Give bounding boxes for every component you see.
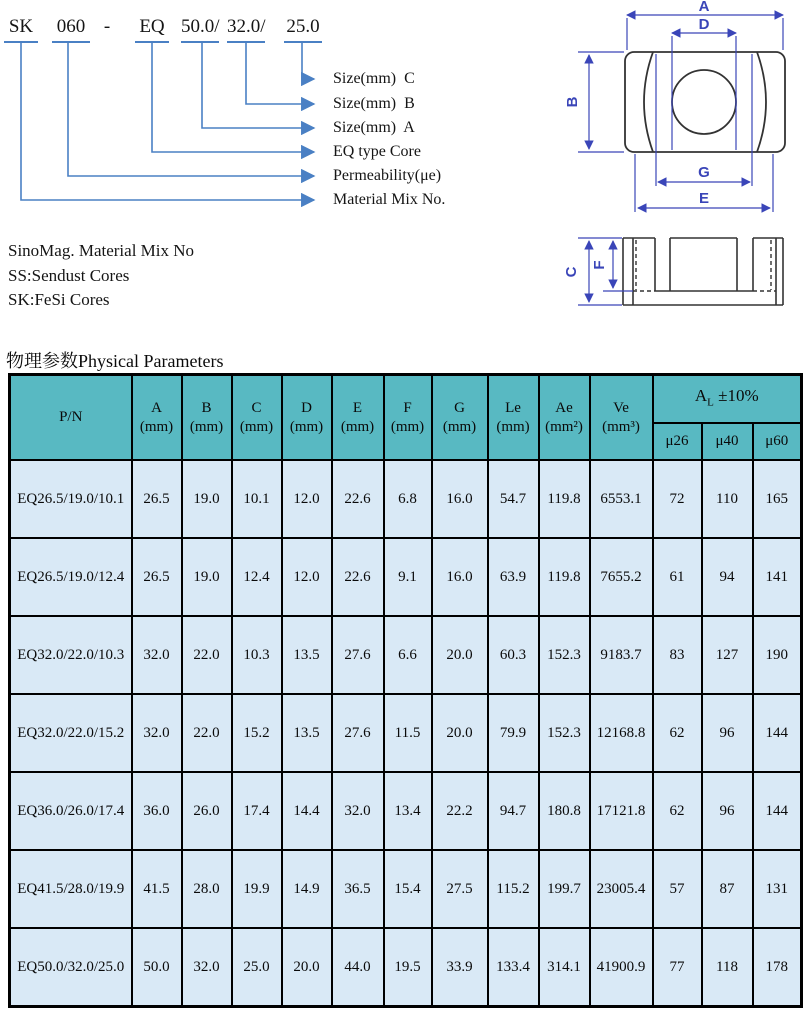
pn-label-size-b: Size(mm) B [333, 95, 415, 112]
cell: 27.5 [432, 850, 488, 928]
cell: 20.0 [432, 694, 488, 772]
cell: 178 [753, 928, 802, 1007]
cell: 22.6 [332, 460, 384, 538]
col-header-c: C (mm) [232, 375, 282, 461]
col-header-ve: Ve (mm³) [590, 375, 653, 461]
cell: 10.1 [232, 460, 282, 538]
table-row [10, 772, 802, 850]
cell: 72 [653, 460, 702, 538]
cell: 22.6 [332, 538, 384, 616]
core-side-view-drawing [563, 238, 783, 305]
cell: 94.7 [488, 772, 539, 850]
note-material-mix: SinoMag. Material Mix No [8, 241, 195, 260]
cell: 41900.9 [590, 928, 653, 1007]
cell: 14.9 [282, 850, 332, 928]
cell: 22.0 [182, 616, 232, 694]
table-row [10, 538, 802, 616]
cell: 26.5 [132, 538, 182, 616]
cell: 33.9 [432, 928, 488, 1007]
cell: 62 [653, 772, 702, 850]
col-header-e: E (mm) [332, 375, 384, 461]
pn-segment-dash: - [103, 16, 111, 37]
cell: 13.4 [384, 772, 432, 850]
dim-label-f: F [591, 260, 608, 270]
cell: 32.0 [132, 694, 182, 772]
cell: 20.0 [282, 928, 332, 1007]
cell: 199.7 [539, 850, 590, 928]
col-header-pn: P/N [10, 375, 132, 461]
cell-pn: EQ36.0/26.0/17.4 [10, 772, 132, 850]
diagram-overlay [0, 0, 810, 345]
cell: 19.5 [384, 928, 432, 1007]
cell: 79.9 [488, 694, 539, 772]
col-header-mu60: μ60 [753, 423, 802, 460]
cell: 144 [753, 694, 802, 772]
table-row [10, 928, 802, 1007]
col-header-al: $A_L \pm 10\%$ [653, 375, 802, 424]
cell: 141 [753, 538, 802, 616]
pn-segment-material: SK [4, 16, 38, 43]
col-header-d: D (mm) [282, 375, 332, 461]
cell: 61 [653, 538, 702, 616]
cell: 32.0 [332, 772, 384, 850]
cell: 22.2 [432, 772, 488, 850]
cell: 83 [653, 616, 702, 694]
cell: 32.0 [182, 928, 232, 1007]
cell: 87 [702, 850, 753, 928]
pn-segment-size-a: 50.0/ [181, 16, 219, 43]
cell: 96 [702, 772, 753, 850]
cell: 15.2 [232, 694, 282, 772]
cell: 12.0 [282, 538, 332, 616]
col-header-b: B (mm) [182, 375, 232, 461]
cell: 180.8 [539, 772, 590, 850]
cell: 165 [753, 460, 802, 538]
cell: 25.0 [232, 928, 282, 1007]
cell: 16.0 [432, 538, 488, 616]
cell: 32.0 [132, 616, 182, 694]
cell: 27.6 [332, 616, 384, 694]
cell: 13.5 [282, 616, 332, 694]
cell: 314.1 [539, 928, 590, 1007]
pn-connector-lines [21, 42, 314, 200]
cell: 9183.7 [590, 616, 653, 694]
cell: 12168.8 [590, 694, 653, 772]
cell: 36.5 [332, 850, 384, 928]
note-fesi: SK:FeSi Cores [8, 290, 110, 309]
cell: 16.0 [432, 460, 488, 538]
cell: 119.8 [539, 538, 590, 616]
cell: 17.4 [232, 772, 282, 850]
cell: 12.0 [282, 460, 332, 538]
pn-segment-permeability: 060 [52, 16, 90, 43]
cell: 190 [753, 616, 802, 694]
core-top-view-drawing [564, 0, 785, 212]
cell: 6553.1 [590, 460, 653, 538]
cell: 94 [702, 538, 753, 616]
table-row [10, 460, 802, 538]
cell: 41.5 [132, 850, 182, 928]
cell: 26.0 [182, 772, 232, 850]
cell: 6.6 [384, 616, 432, 694]
cell-pn: EQ32.0/22.0/15.2 [10, 694, 132, 772]
cell-pn: EQ41.5/28.0/19.9 [10, 850, 132, 928]
cell-pn: EQ26.5/19.0/12.4 [10, 538, 132, 616]
pn-segment-size-c: 25.0 [284, 16, 322, 43]
cell: 27.6 [332, 694, 384, 772]
cell: 36.0 [132, 772, 182, 850]
cell: 50.0 [132, 928, 182, 1007]
col-header-a: A (mm) [132, 375, 182, 461]
cell: 26.5 [132, 460, 182, 538]
pn-label-permeability: Permeability(μe) [333, 167, 442, 184]
dim-label-d: D [698, 16, 710, 33]
pn-segment-core-type: EQ [135, 16, 169, 43]
cell: 7655.2 [590, 538, 653, 616]
cell: 54.7 [488, 460, 539, 538]
cell: 144 [753, 772, 802, 850]
table-row [10, 694, 802, 772]
cell: 6.8 [384, 460, 432, 538]
cell: 60.3 [488, 616, 539, 694]
col-header-le: Le (mm) [488, 375, 539, 461]
cell: 44.0 [332, 928, 384, 1007]
col-header-ae: Ae (mm²) [539, 375, 590, 461]
physical-parameters-table [8, 373, 803, 1008]
note-sendust: SS:Sendust Cores [8, 266, 130, 285]
cell: 15.4 [384, 850, 432, 928]
cell: 28.0 [182, 850, 232, 928]
cell: 17121.8 [590, 772, 653, 850]
cell-pn: EQ26.5/19.0/10.1 [10, 460, 132, 538]
dim-label-e: E [698, 190, 710, 207]
pn-label-core-type: EQ type Core [333, 143, 421, 160]
section-title: 物理参数Physical Parameters [6, 351, 224, 371]
col-header-g: G (mm) [432, 375, 488, 461]
table-row [10, 850, 802, 928]
cell: 77 [653, 928, 702, 1007]
pn-label-size-a: Size(mm) A [333, 119, 415, 136]
cell: 19.9 [232, 850, 282, 928]
cell: 10.3 [232, 616, 282, 694]
cell: 133.4 [488, 928, 539, 1007]
pn-label-size-c: Size(mm) C [333, 70, 415, 87]
col-header-mu26: μ26 [653, 423, 702, 460]
dim-label-c: C [563, 266, 580, 278]
table-row [10, 616, 802, 694]
cell: 9.1 [384, 538, 432, 616]
cell-pn: EQ50.0/32.0/25.0 [10, 928, 132, 1007]
cell: 11.5 [384, 694, 432, 772]
col-header-f: F (mm) [384, 375, 432, 461]
dim-label-b: B [564, 96, 581, 108]
cell: 14.4 [282, 772, 332, 850]
cell: 119.8 [539, 460, 590, 538]
cell-pn: EQ32.0/22.0/10.3 [10, 616, 132, 694]
pn-label-material: Material Mix No. [333, 191, 446, 208]
cell: 19.0 [182, 460, 232, 538]
cell: 115.2 [488, 850, 539, 928]
cell: 57 [653, 850, 702, 928]
cell: 20.0 [432, 616, 488, 694]
cell: 13.5 [282, 694, 332, 772]
col-header-mu40: μ40 [702, 423, 753, 460]
pn-segment-size-b: 32.0/ [227, 16, 265, 43]
cell: 96 [702, 694, 753, 772]
cell: 12.4 [232, 538, 282, 616]
cell: 22.0 [182, 694, 232, 772]
cell: 127 [702, 616, 753, 694]
cell: 62 [653, 694, 702, 772]
cell: 152.3 [539, 616, 590, 694]
cell: 110 [702, 460, 753, 538]
cell: 63.9 [488, 538, 539, 616]
cell: 23005.4 [590, 850, 653, 928]
cell: 118 [702, 928, 753, 1007]
cell: 19.0 [182, 538, 232, 616]
dim-label-g: G [698, 164, 710, 181]
dim-label-a: A [698, 0, 710, 15]
cell: 152.3 [539, 694, 590, 772]
cell: 131 [753, 850, 802, 928]
